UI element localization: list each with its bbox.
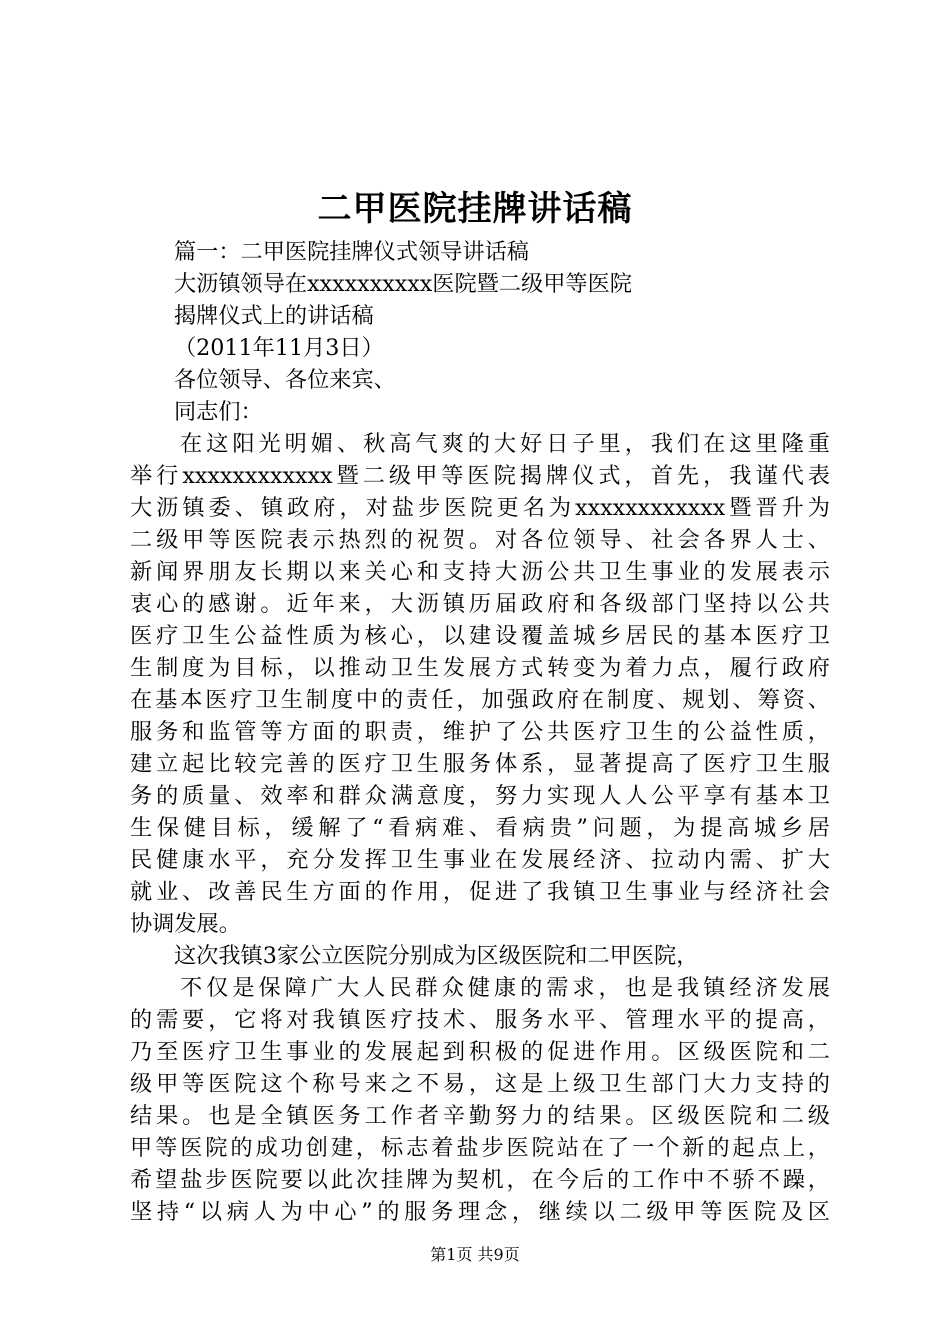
paragraph-line: 甲等医院的成功创建，标志着盐步医院站在了一个新的起点上， [130,1135,830,1161]
header-line: 同志们： [174,399,263,425]
header-line: 大沥镇领导在xxxxxxxxxx医院暨二级甲等医院 [174,271,632,297]
paragraph-line: 大沥镇委、镇政府，对盐步医院更名为xxxxxxxxxxxx暨晋升为 [130,495,830,521]
paragraph-line: 乃至医疗卫生事业的发展起到积极的促进作用。区级医院和二 [130,1039,830,1065]
paragraph-line: 结果。也是全镇医务工作者辛勤努力的结果。区级医院和二级 [130,1103,830,1129]
paragraph-line: 新闻界朋友长期以来关心和支持大沥公共卫生事业的发展表示 [130,559,830,585]
paragraph-line: 这次我镇3家公立医院分别成为区级医院和二甲医院， [174,943,699,969]
paragraph-line: 医疗卫生公益性质为核心，以建设覆盖城乡居民的基本医疗卫 [130,623,830,649]
paragraph-line: 生制度为目标，以推动卫生发展方式转变为着力点，履行政府 [130,655,830,681]
paragraph-line: 生保健目标，缓解了“看病难、看病贵”问题，为提高城乡居 [130,815,830,841]
paragraph-line: 举行xxxxxxxxxxxx暨二级甲等医院揭牌仪式，首先，我谨代表 [130,463,830,489]
paragraph-line: 二级甲等医院表示热烈的祝贺。对各位领导、社会各界人士、 [130,527,830,553]
paragraph-line: 坚持“以病人为中心”的服务理念，继续以二级甲等医院及区 [130,1199,830,1225]
paragraph-line: 的需要，它将对我镇医疗技术、服务水平、管理水平的提高， [130,1007,830,1033]
document-body [130,236,830,1228]
paragraph-line: 级甲等医院这个称号来之不易，这是上级卫生部门大力支持的 [130,1071,830,1097]
paragraph-line: 民健康水平，充分发挥卫生事业在发展经济、拉动内需、扩大 [130,847,830,873]
paragraph-line: 协调发展。 [130,911,241,937]
paragraph-line: 建立起比较完善的医疗卫生服务体系，显著提高了医疗卫生服 [130,751,830,777]
paragraph-line: 服务和监管等方面的职责，维护了公共医疗卫生的公益性质， [130,719,830,745]
header-line: 揭牌仪式上的讲话稿 [174,303,374,329]
page-footer: 第1页 共9页 [430,1245,520,1264]
document-title: 二甲医院挂牌讲话稿 [317,189,633,229]
paragraph-line: 在这阳光明媚、秋高气爽的大好日子里，我们在这里隆重 [180,431,830,457]
paragraph-line: 希望盐步医院要以此次挂牌为契机，在今后的工作中不骄不躁， [130,1167,830,1193]
header-line: 篇一：二甲医院挂牌仪式领导讲话稿 [174,239,529,265]
paragraph-line: 务的质量、效率和群众满意度，努力实现人人公平享有基本卫 [130,783,830,809]
paragraph-line: 不仅是保障广大人民群众健康的需求，也是我镇经济发展 [180,975,830,1001]
paragraph-line: 就业、改善民生方面的作用，促进了我镇卫生事业与经济社会 [130,879,830,905]
header-line: （2011年11月3日） [174,335,384,361]
paragraph-line: 衷心的感谢。近年来，大沥镇历届政府和各级部门坚持以公共 [130,591,830,617]
paragraph-line: 在基本医疗卫生制度中的责任，加强政府在制度、规划、筹资、 [130,687,830,713]
header-line: 各位领导、各位来宾、 [174,367,396,393]
